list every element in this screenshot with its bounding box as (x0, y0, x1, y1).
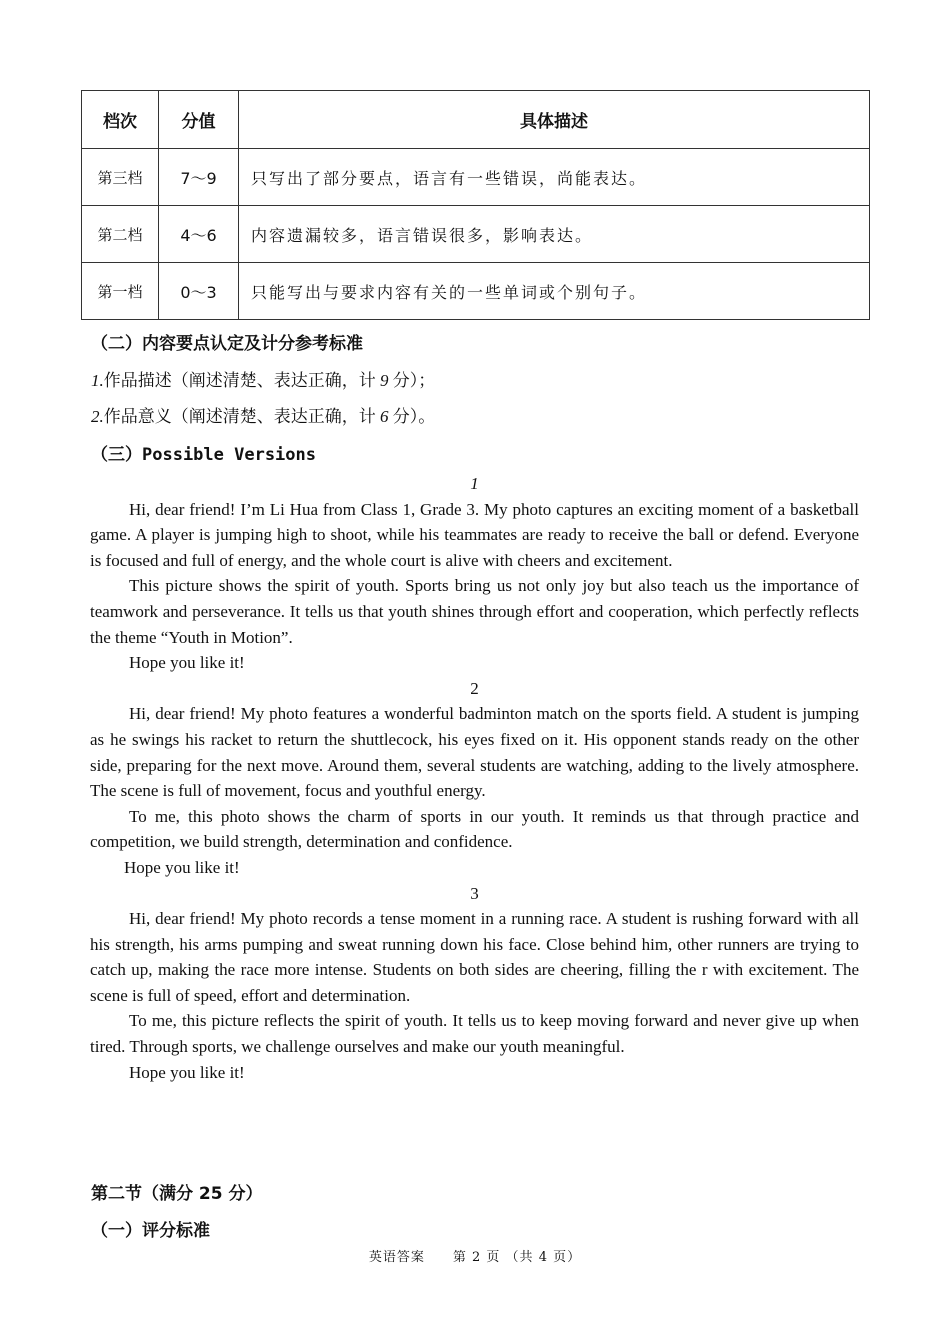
point-text: 作品意义（阐述清楚、表达正确，计 (103, 407, 380, 426)
score-cell: 4～6 (159, 206, 239, 263)
section-heading-possible-versions (91, 440, 316, 465)
header-score: 分值 (159, 91, 239, 149)
description-cell: 只能写出与要求内容有关的一些单词或个别句子。 (239, 263, 870, 320)
heading-title: Possible Versions (142, 445, 316, 465)
version-paragraph: Hi, dear friend! I’m Li Hua from Class 1, Grade 3. My photo captures an exciting moment of a basketball game. A player is jumping high to shoot, while his teammates are ready to receive the ball or defend. Everyone is focused and full of energy, and the whole court is alive with cheers and excitement. (90, 499, 859, 570)
version-paragraph: This picture shows the spirit of youth. Sports bring us not only joy but also teach us the importance of teamwork and perseverance. It tells us that youth shines through effort and cooperation, which perfectly reflects the theme “Youth in Motion”. (90, 576, 859, 647)
score-cell: 7～9 (159, 149, 239, 206)
version-closing: Hope you like it! (124, 857, 240, 877)
version-number: 1 (470, 474, 479, 493)
page-footer (0, 1246, 950, 1265)
footer-subject: 英语答案 (368, 1250, 425, 1265)
level-cell: 第二档 (82, 206, 159, 263)
description-cell: 只写出了部分要点，语言有一些错误，尚能表达。 (239, 149, 870, 206)
heading-prefix: （三） (91, 445, 142, 465)
footer-page-number: 第 2 页 （共 4 页） (452, 1250, 582, 1265)
possible-versions (90, 471, 859, 1085)
version-paragraph: To me, this photo shows the charm of sports in our youth. It reminds us that through practice and competition, we build strength, determination and confidence. (90, 806, 859, 852)
table-row (82, 263, 870, 320)
version-closing: Hope you like it! (129, 653, 245, 673)
level-cell: 第一档 (82, 263, 159, 320)
part-two-heading: 第二节（满分 25 分） (91, 1184, 263, 1204)
header-description: 具体描述 (239, 91, 870, 149)
level-cell: 第三档 (82, 149, 159, 206)
version-number: 3 (470, 883, 479, 903)
point-number: 1. (91, 371, 104, 390)
scoring-standard-heading: （一）评分标准 (91, 1221, 210, 1241)
version-number: 2 (470, 678, 479, 698)
score-cell: 0～3 (159, 263, 239, 320)
point-item (91, 402, 435, 427)
point-number: 2. (91, 407, 104, 426)
point-text: 作品描述（阐述清楚、表达正确，计 (103, 371, 380, 390)
version-closing: Hope you like it! (129, 1062, 245, 1082)
scoring-table (81, 90, 870, 320)
version-paragraph: Hi, dear friend! My photo features a wonderful badminton match on the sports field. A student is jumping as he swings his racket to return the shuttlecock, his eyes fixed on it. His opponent stands ready on the other side, preparing for the next move. Around them, several students are watching, adding to the lively atmosphere. The scene is full of movement, focus and youthful energy. (90, 704, 859, 801)
table-row (82, 206, 870, 263)
point-score: 6 (380, 407, 389, 426)
header-level: 档次 (82, 91, 159, 149)
point-item (91, 366, 435, 391)
point-score: 9 (380, 371, 389, 390)
description-cell: 内容遗漏较多，语言错误很多，影响表达。 (239, 206, 870, 263)
version-paragraph: To me, this picture reflects the spirit of youth. It tells us to keep moving forward and never give up when tired. Through sports, we challenge ourselves and make our youth meaningful. (90, 1011, 859, 1057)
point-tail: 分）。 (388, 407, 436, 426)
table-row (82, 149, 870, 206)
table-header-row (82, 91, 870, 149)
version-paragraph: Hi, dear friend! My photo records a tense moment in a running race. A student is rushing forward with all his strength, his arms pumping and sweat running down his face. Close behind him, other runners are trying to catch up, making the race more intense. Students on both sides are cheering, filling the r with excitement. The scene is full of speed, effort and determination. (90, 909, 859, 1005)
point-tail: 分）； (388, 371, 436, 390)
section-heading-content-points: （二）内容要点认定及计分参考标准 (91, 334, 363, 354)
